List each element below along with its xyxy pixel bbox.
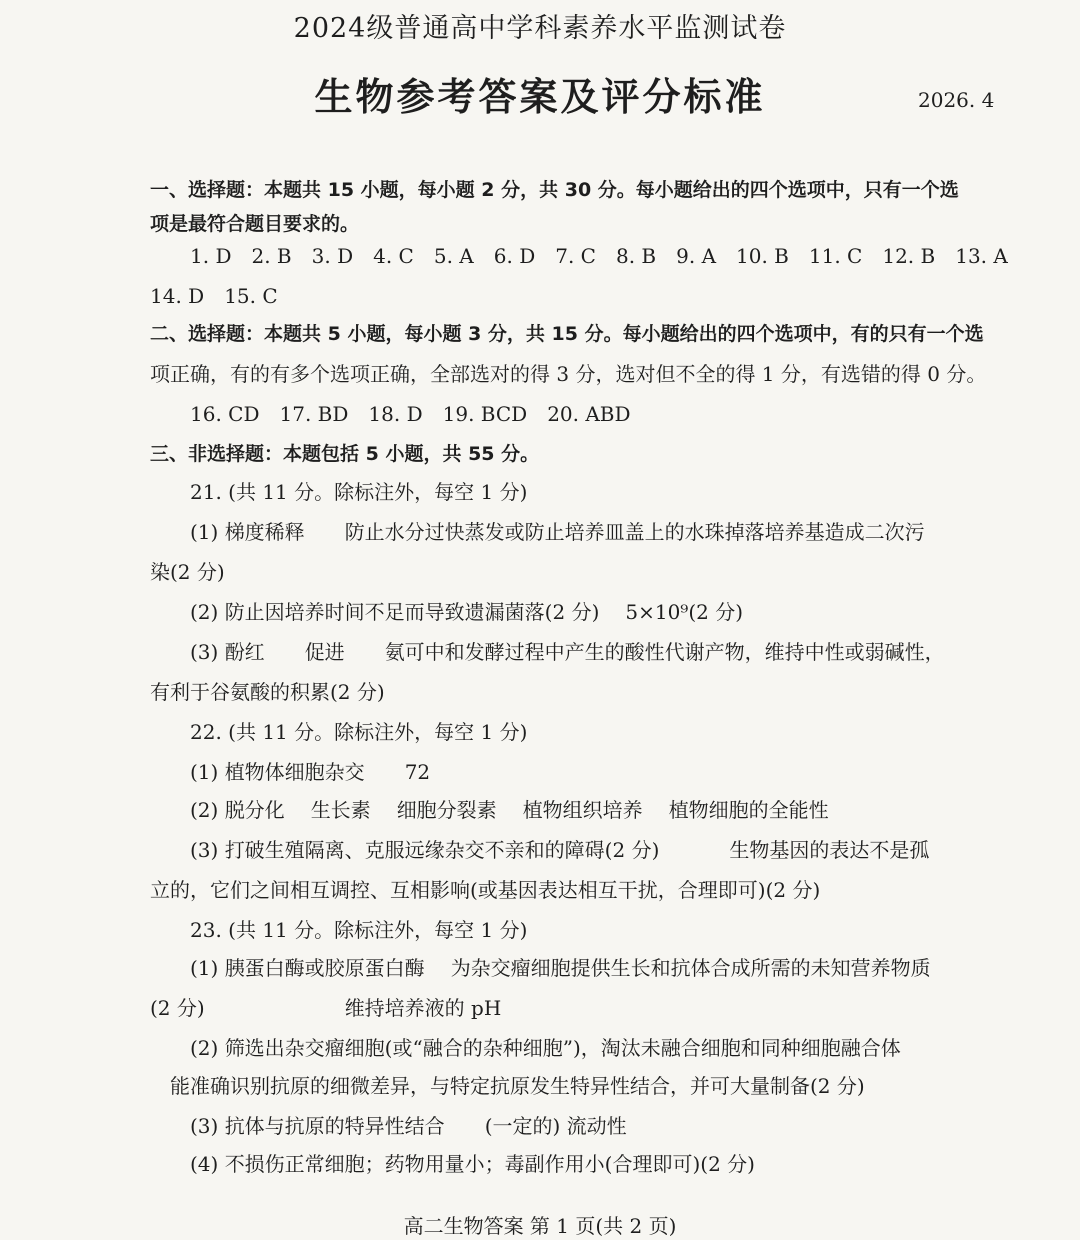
q22-part1-answer-b: 72 — [404, 760, 431, 784]
q21-part1 — [190, 518, 1030, 546]
q22-part2-answer: 细胞分裂素 — [396, 798, 497, 822]
q21-part2-answer-b: 5×10⁹(2 分) — [625, 600, 744, 624]
q23-part1-answer-d: 维持培养液的 pH — [344, 996, 502, 1020]
section1-intro-line1: 一、选择题：本题共 15 小题，每小题 2 分，共 30 分。每小题给出的四个选项中，只有一个选 — [150, 179, 959, 201]
answer-item: 18. D — [368, 402, 423, 426]
q22-part1 — [190, 758, 1030, 786]
q22-part3-answer-b: 生物基因的表达不是孤 — [729, 838, 930, 862]
q21-heading: 21. (共 11 分。除标注外，每空 1 分) — [190, 480, 528, 504]
answer-item: 16. CD — [190, 402, 260, 426]
answer-item: 11. C — [808, 244, 863, 268]
q21-part1-answer-a: (1) 梯度稀释 — [190, 520, 305, 544]
answer-item: 2. B — [251, 244, 292, 268]
answer-item: 5. A — [433, 244, 474, 268]
q21-part3-answer-b: 促进 — [304, 640, 345, 664]
q22-part3-answer-a: (3) 打破生殖隔离、克服远缘杂交不亲和的障碍(2 分) — [190, 838, 660, 862]
q23-part3-answer-a: (3) 抗体与抗原的特异性结合 — [190, 1114, 445, 1138]
q23-heading: 23. (共 11 分。除标注外，每空 1 分) — [190, 918, 528, 942]
answer-item: 9. A — [676, 244, 717, 268]
answer-item: 14. D — [150, 284, 205, 308]
q23-part1-answer-b: 为杂交瘤细胞提供生长和抗体合成所需的未知营养物质 — [450, 956, 931, 980]
answer-item: 3. D — [311, 244, 354, 268]
q21-part3-answer-c: 氨可中和发酵过程中产生的酸性代谢产物，维持中性或弱碱性， — [384, 640, 945, 664]
answer-item: 19. BCD — [442, 402, 528, 426]
q23-part3-answer-b: (一定的) 流动性 — [484, 1114, 627, 1138]
section1-intro-line2: 项是最符合题目要求的。 — [150, 213, 360, 235]
q22-part3 — [190, 836, 1030, 864]
q22-part1-answer-a: (1) 植物体细胞杂交 — [190, 760, 365, 784]
q22-part2-answer: 生长素 — [310, 798, 371, 822]
q21-part2 — [190, 598, 1030, 626]
document-title: 生物参考答案及评分标准 — [314, 75, 766, 119]
q21-part3-answer-a: (3) 酚红 — [190, 640, 265, 664]
q21-part3-continued: 有利于谷氨酸的积累(2 分) — [150, 680, 385, 704]
answer-item: 8. B — [615, 244, 657, 268]
answer-item: 15. C — [224, 284, 278, 308]
q22-heading: 22. (共 11 分。除标注外，每空 1 分) — [190, 720, 528, 744]
answer-item: 1. D — [190, 244, 232, 268]
q23-part1-answer-c: (2 分) — [150, 996, 205, 1020]
q22-part2-answer: (2) 脱分化 — [190, 798, 285, 822]
section2-intro-line1: 二、选择题：本题共 5 小题，每小题 3 分，共 15 分。每小题给出的四个选项中，有的只有一个选 — [150, 323, 984, 345]
q23-part1-answer-a: (1) 胰蛋白酶或胶原蛋白酶 — [190, 956, 425, 980]
answer-item: 12. B — [882, 244, 936, 268]
q23-part3 — [190, 1112, 1030, 1140]
q21-part1-continued: 染(2 分) — [150, 560, 225, 584]
section2-intro-line2: 项正确，有的有多个选项正确，全部选对的得 3 分，选对但不全的得 1 分，有选错的得 0 分。 — [150, 362, 987, 386]
q23-part1 — [190, 954, 1030, 982]
q23-part2: (2) 筛选出杂交瘤细胞(或“融合的杂种细胞”)，淘汰未融合细胞和同种细胞融合体 — [190, 1036, 901, 1060]
document-date: 2026. 4 — [918, 88, 995, 112]
answer-item: 7. C — [555, 244, 596, 268]
answer-item: 4. C — [373, 244, 414, 268]
exam-title: 2024级普通高中学科素养水平监测试卷 — [293, 13, 787, 44]
answer-item: 20. ABD — [547, 402, 631, 426]
section3-intro: 三、非选择题：本题包括 5 小题，共 55 分。 — [150, 443, 540, 465]
q23-part4: (4) 不损伤正常细胞；药物用量小；毒副作用小(合理即可)(2 分) — [190, 1152, 755, 1176]
section2-answers — [190, 400, 1030, 428]
q23-part1-continued — [150, 994, 990, 1022]
section1-answers-row1 — [190, 242, 1030, 270]
section1-answers-row2 — [150, 282, 990, 310]
q23-part2-continued: 能准确识别抗原的细微差异，与特定抗原发生特异性结合，并可大量制备(2 分) — [170, 1074, 865, 1098]
q22-part2-answer: 植物细胞的全能性 — [668, 798, 829, 822]
q21-part2-answer-a: (2) 防止因培养时间不足而导致遗漏菌落(2 分) — [190, 600, 600, 624]
answer-item: 17. BD — [279, 402, 349, 426]
answer-item: 6. D — [493, 244, 536, 268]
answer-item: 10. B — [736, 244, 789, 268]
q22-part2-answer: 植物组织培养 — [522, 798, 643, 822]
q21-part3 — [190, 638, 1030, 666]
q21-part1-answer-b: 防止水分过快蒸发或防止培养皿盖上的水珠掉落培养基造成二次污 — [344, 520, 925, 544]
q22-part3-continued: 立的，它们之间相互调控、互相影响(或基因表达相互干扰，合理即可)(2 分) — [150, 878, 821, 902]
q22-part2 — [190, 796, 1030, 824]
page-footer: 高二生物答案 第 1 页(共 2 页) — [403, 1214, 677, 1238]
answer-item: 13. A — [955, 244, 1008, 268]
